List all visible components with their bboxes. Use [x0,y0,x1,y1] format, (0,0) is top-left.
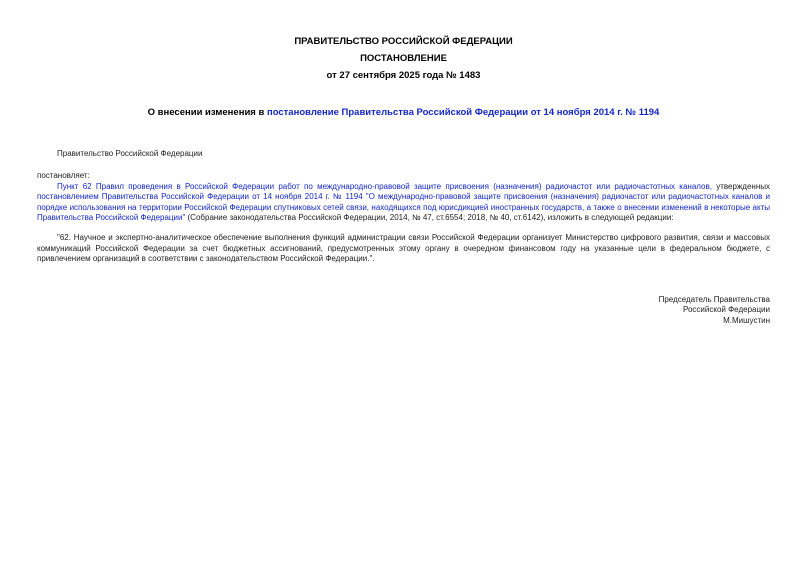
document-date-number: от 27 сентября 2025 года № 1483 [326,70,481,81]
signature-name: М.Мишустин [723,315,770,325]
subject-link[interactable]: постановление Правительства Российской Федерации от 14 ноября 2014 г. № 1194 [266,107,660,118]
amendment-tail-text: (Собрание законодательства Российской Федерации, 2014, № 47, ст.6554; 2018, № 40, ст.6142), изложить в следующей редакции: [185,213,674,223]
signature-position-line2: Российской Федерации [683,305,770,315]
resolves-line: постановляет: [37,171,90,181]
document-header [37,33,770,84]
new-wording-paragraph: "62. Научное и экспертно-аналитическое обеспечение выполнения функций администрации связи Российской Федерации организует Министерство цифрового развития, связи и массовых коммуникаций Российской Федерации за счет бюджетных ассигнований, предусмотренных этому органу в очередном финансовом году на указанные цели в федеральном бюджете, с привлечением организаций в соответствии с законодательством Российской Федерации.". [37,233,770,264]
amendment-paragraph [37,182,770,224]
document-subject [37,106,770,119]
rules-link[interactable]: Пункт 62 Правил проведения в Российской Федерации работ по международно-правовой защите присвоения (назначения) радиочастот или радиочастотных каналов, [57,181,712,191]
signature-position-line1: Председатель Правительства [658,294,770,304]
issuer-title: ПРАВИТЕЛЬСТВО РОССИЙСКОЙ ФЕДЕРАЦИИ [294,36,513,47]
document-type: ПОСТАНОВЛЕНИЕ [360,53,447,64]
subject-prefix: О внесении изменения в [147,107,267,118]
intro-paragraph: Правительство Российской Федерации [57,149,203,158]
resolution-1194-link[interactable]: постановлением Правительства Российской Федерации от 14 ноября 2014 г. № 1194 "О международно-правовой защите присвоения (назначения) радиочастот или радиочастотных каналов и порядке использования на территории Российской Федерации спутниковых сетей связи, находящихся под юрисдикцией иностранных государств, а также о внесении изменений в некоторые акты Правительства Российской Федерации" [37,192,770,223]
signature-block [37,295,770,327]
amendment-mid-text: утвержденных [711,181,771,191]
